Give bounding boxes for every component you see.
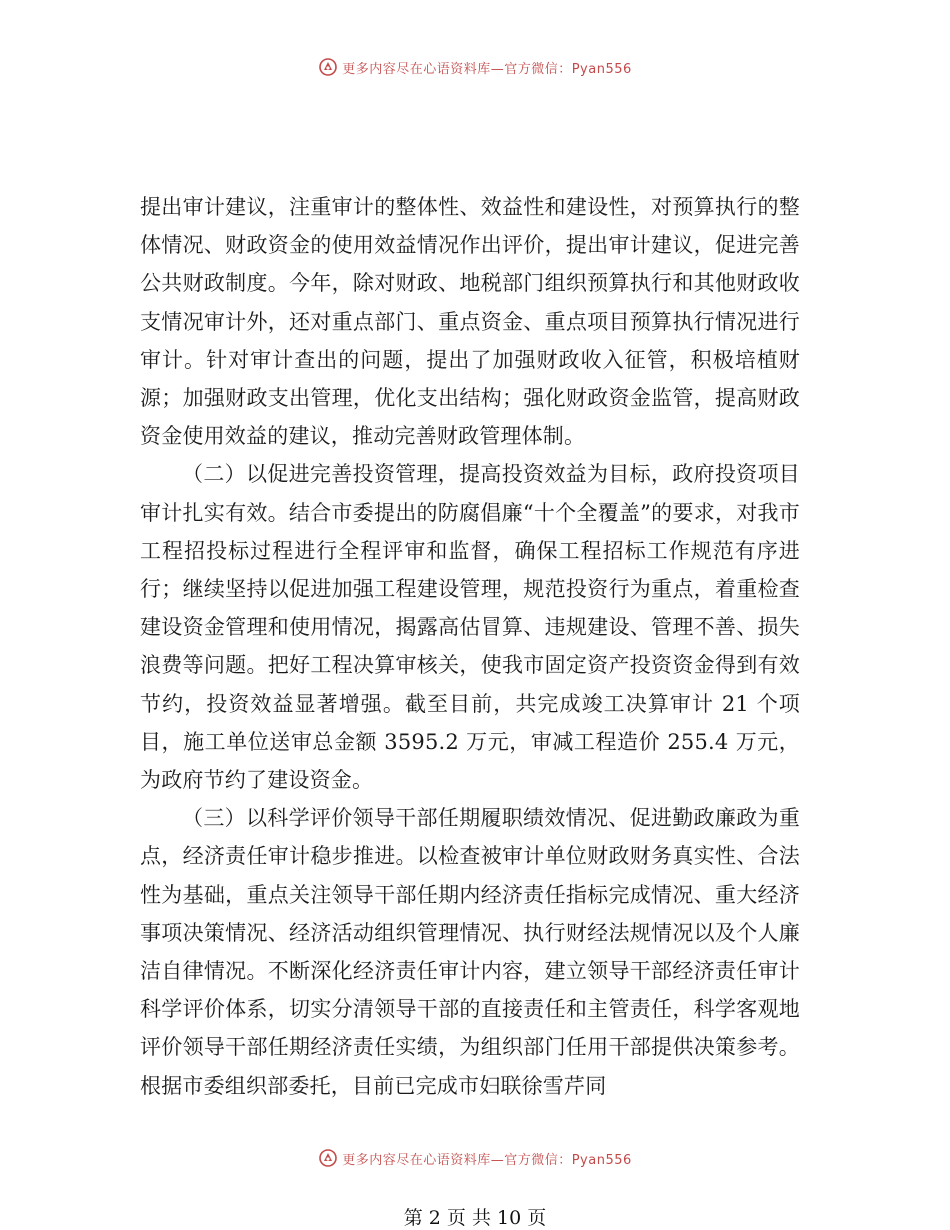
watermark-text: 更多内容尽在心语资料库—官方微信：Pyan556 [342, 61, 632, 77]
logo-icon [318, 57, 338, 77]
paragraph-investment-audit: （二）以促进完善投资管理，提高投资效益为目标，政府投资项目审计扎实有效。结合市委提出的防腐倡廉“十个全覆盖”的要求，对我市工程招投标过程进行全程评审和监督，确保工程招标工作规范有序进行；继续坚持以促进加强工程建设管理，规范投资行为重点，着重检查建设资金管理和使用情况，揭露高估冒算、违规建设、管理不善、损失浪费等问题。把好工程决算审核关，使我市固定资产投资资金得到有效节约，投资效益显著增强。截至目前，共完成竣工决算审计 21 个项目，施工单位送审总金额 3595.2 万元，审减工程造价 255.4 万元，为政府节约了建设资金。 [140, 462, 800, 793]
logo-icon [318, 1148, 338, 1168]
paragraph-continuation: 提出审计建议，注重审计的整体性、效益性和建设性，对预算执行的整体情况、财政资金的使用效益情况作出评价，提出审计建议，促进完善公共财政制度。今年，除对财政、地税部门组织预算执行和其他财政收支情况审计外，还对重点部门、重点资金、重点项目预算执行情况进行审计。针对审计查出的问题，提出了加强财政收入征管，积极培植财源；加强财政支出管理，优化支出结构；强化财政资金监管，提高财政资金使用效益的建议，推动完善财政管理体制。 [140, 195, 800, 449]
watermark-bottom [0, 1147, 950, 1169]
watermark-text: 更多内容尽在心语资料库—官方微信：Pyan556 [342, 1152, 632, 1168]
document-body [140, 188, 800, 1105]
watermark-top [0, 56, 950, 78]
page-number: 第 2 页 共 10 页 [403, 1207, 547, 1229]
paragraph-economic-responsibility-audit: （三）以科学评价领导干部任期履职绩效情况、促进勤政廉政为重点，经济责任审计稳步推进。以检查被审计单位财政财务真实性、合法性为基础，重点关注领导干部任期内经济责任指标完成情况、重大经济事项决策情况、经济活动组织管理情况、执行财经法规情况以及个人廉洁自律情况。不断深化经济责任审计内容，建立领导干部经济责任审计科学评价体系，切实分清领导干部的直接责任和主管责任，科学客观地评价领导干部任期经济责任实绩，为组织部门任用干部提供决策参考。根据市委组织部委托，目前已完成市妇联徐雪芹同 [140, 806, 800, 1098]
